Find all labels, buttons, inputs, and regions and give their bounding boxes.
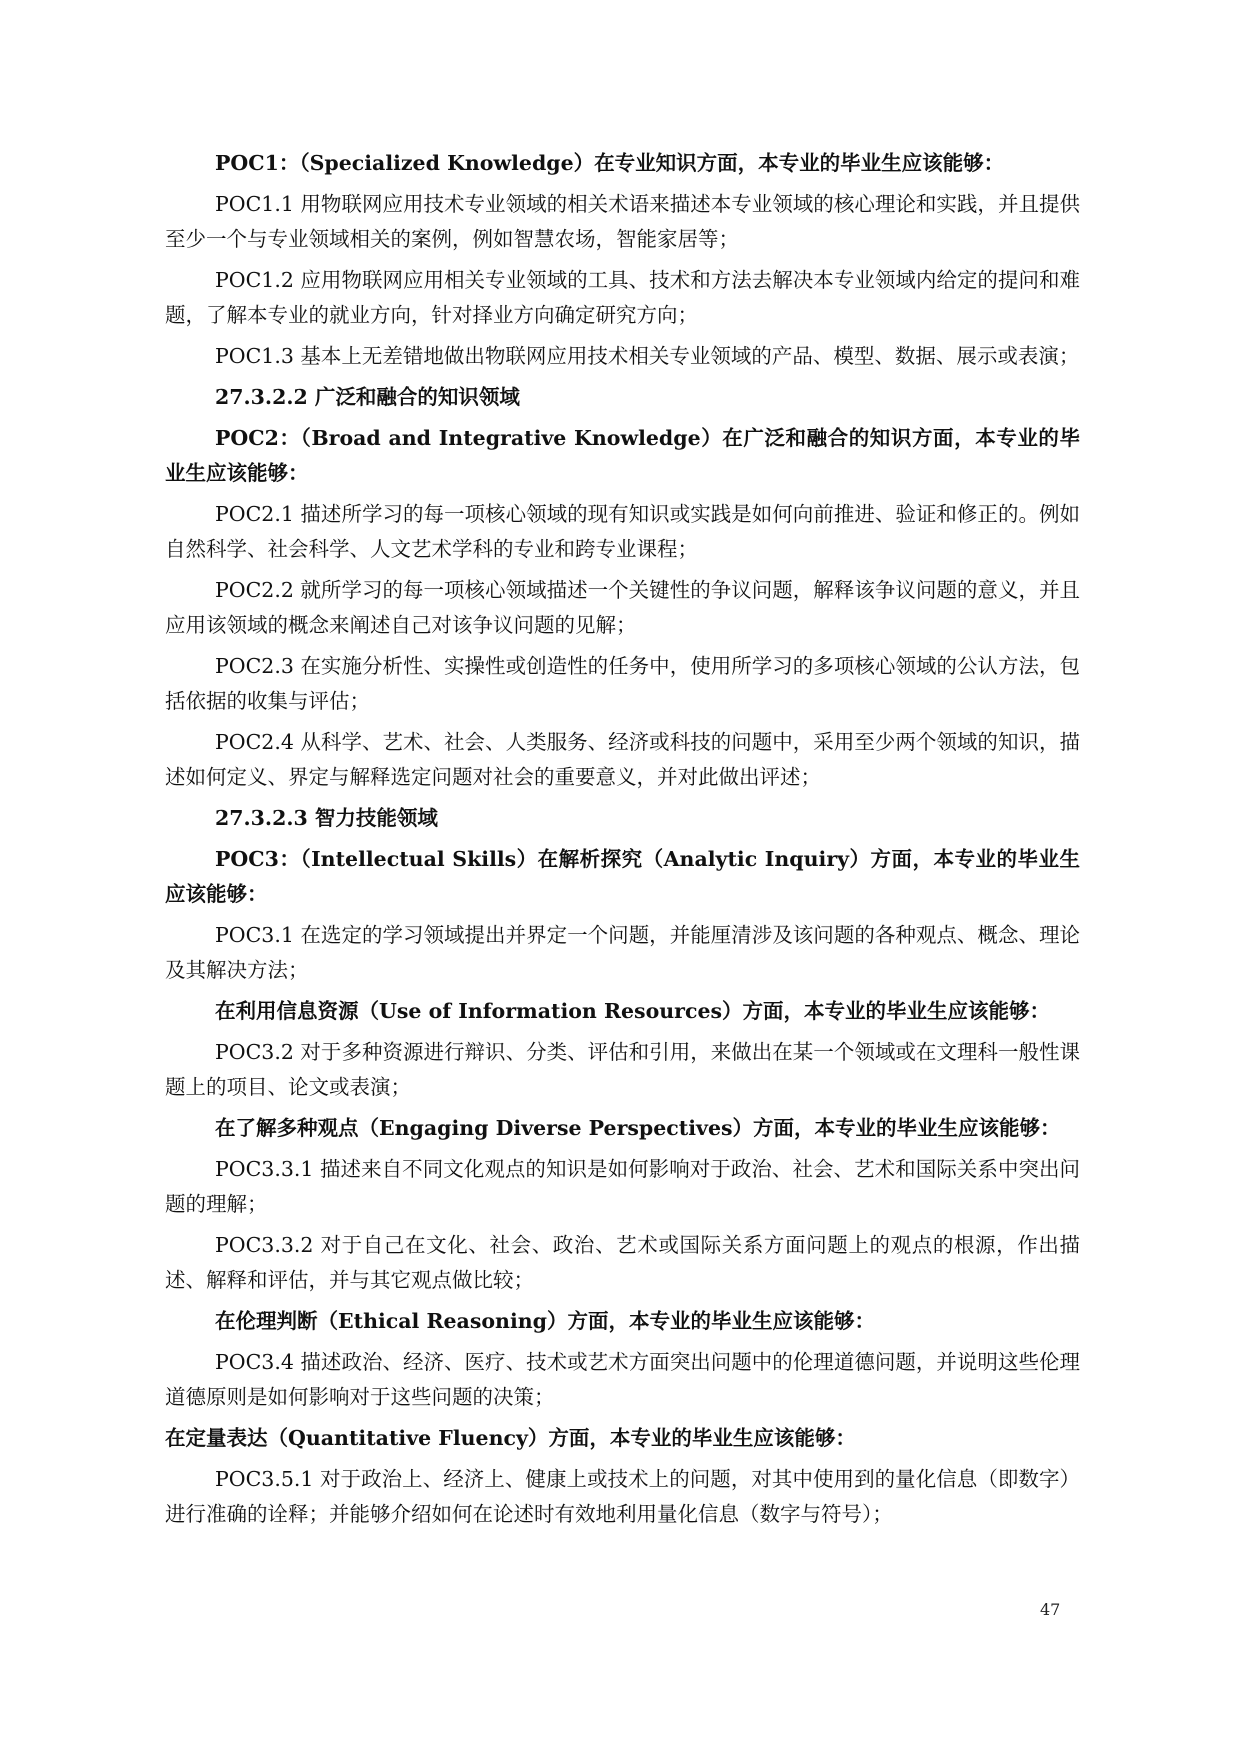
page-number: 47 — [1040, 1600, 1061, 1619]
poc1-1-paragraph: POC1.1 用物联网应用技术专业领域的相关术语来描述本专业领域的核心理论和实践，并且提供至少一个与专业领域相关的案例，例如智慧农场，智能家居等； — [165, 192, 1080, 251]
diverse-perspectives-heading: 在了解多种观点（Engaging Diverse Perspectives）方面，本专业的毕业生应该能够： — [215, 1116, 1061, 1140]
poc3-4-paragraph: POC3.4 描述政治、经济、医疗、技术或艺术方面突出问题中的伦理道德问题，并说明这些伦理道德原则是如何影响对于这些问题的决策； — [165, 1350, 1080, 1409]
document-page — [165, 146, 1080, 1538]
poc3-3-1-paragraph: POC3.3.1 描述来自不同文化观点的知识是如何影响对于政治、社会、艺术和国际关系中突出问题的理解； — [165, 1157, 1080, 1216]
poc3-5-1-paragraph: POC3.5.1 对于政治上、经济上、健康上或技术上的问题，对其中使用到的量化信息（即数字）进行准确的诠释；并能够介绍如何在论述时有效地利用量化信息（数字与符号）； — [165, 1467, 1080, 1526]
poc2-4-paragraph: POC2.4 从科学、艺术、社会、人类服务、经济或科技的问题中，采用至少两个领域的知识，描述如何定义、界定与解释选定问题对社会的重要意义，并对此做出评述； — [165, 730, 1080, 789]
poc2-heading: POC2：（Broad and Integrative Knowledge）在广泛和融合的知识方面，本专业的毕业生应该能够： — [165, 426, 1080, 485]
section-27-3-2-2-heading: 27.3.2.2 广泛和融合的知识领域 — [215, 385, 520, 409]
poc3-2-paragraph: POC3.2 对于多种资源进行辩识、分类、评估和引用，来做出在某一个领域或在文理科一般性课题上的项目、论文或表演； — [165, 1040, 1080, 1099]
poc1-3-paragraph: POC1.3 基本上无差错地做出物联网应用技术相关专业领域的产品、模型、数据、展示或表演； — [215, 344, 1080, 368]
poc3-3-2-paragraph: POC3.3.2 对于自己在文化、社会、政治、艺术或国际关系方面问题上的观点的根源，作出描述、解释和评估，并与其它观点做比较； — [165, 1233, 1080, 1292]
ethical-reasoning-heading: 在伦理判断（Ethical Reasoning）方面，本专业的毕业生应该能够： — [215, 1309, 875, 1333]
poc1-2-paragraph: POC1.2 应用物联网应用相关专业领域的工具、技术和方法去解决本专业领域内给定的提问和难题，了解本专业的就业方向，针对择业方向确定研究方向； — [165, 268, 1080, 327]
quantitative-fluency-heading: 在定量表达（Quantitative Fluency）方面，本专业的毕业生应该能够： — [165, 1426, 856, 1450]
section-27-3-2-3-heading: 27.3.2.3 智力技能领域 — [215, 806, 438, 830]
poc2-1-paragraph: POC2.1 描述所学习的每一项核心领域的现有知识或实践是如何向前推进、验证和修正的。例如自然科学、社会科学、人文艺术学科的专业和跨专业课程； — [165, 502, 1080, 561]
poc1-heading: POC1：（Specialized Knowledge）在专业知识方面，本专业的毕业生应该能够： — [215, 151, 1005, 175]
poc3-1-paragraph: POC3.1 在选定的学习领域提出并界定一个问题，并能厘清涉及该问题的各种观点、概念、理论及其解决方法； — [165, 923, 1080, 982]
information-resources-heading: 在利用信息资源（Use of Information Resources）方面，本专业的毕业生应该能够： — [215, 999, 1051, 1023]
poc2-3-paragraph: POC2.3 在实施分析性、实操性或创造性的任务中，使用所学习的多项核心领域的公认方法，包括依据的收集与评估； — [165, 654, 1080, 713]
poc3-heading: POC3：（Intellectual Skills）在解析探究（Analytic Inquiry）方面，本专业的毕业生应该能够： — [165, 847, 1080, 906]
poc2-2-paragraph: POC2.2 就所学习的每一项核心领域描述一个关键性的争议问题，解释该争议问题的意义，并且应用该领域的概念来阐述自己对该争议问题的见解； — [165, 578, 1080, 637]
